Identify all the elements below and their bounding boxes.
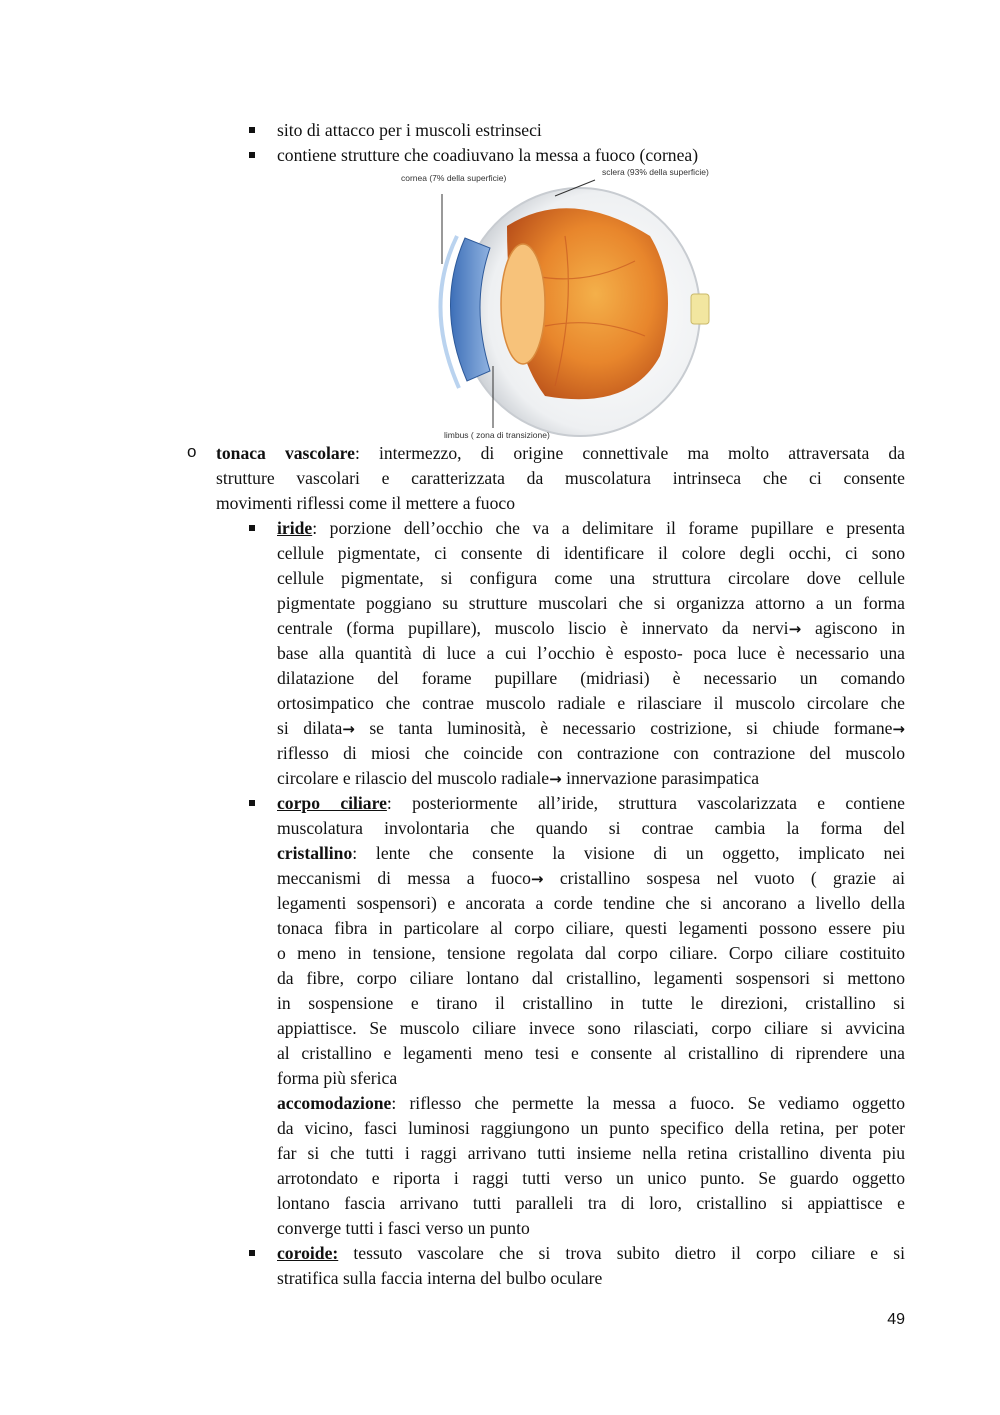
circle-bullet: o	[187, 442, 197, 461]
corpo-line: appiattisce. Se muscolo ciliare invece sono rilasciati, corpo ciliare si avvicina	[277, 1018, 905, 1038]
corpo-line: o meno in tensione, tensione regolata dal corpo ciliare. Corpo ciliare costituito	[277, 943, 905, 963]
corpo-line: meccanismi di messa a fuoco→ cristallino sospesa nel vuoto ( grazie ai	[277, 868, 906, 888]
accomodazione-line: lontano fascia arrivano tutti paralleli tra di loro, cristallino si appiattisce e	[277, 1193, 905, 1213]
iride-line: centrale (forma pupillare), muscolo liscio è innervato da nervi→ agiscono in	[277, 618, 905, 638]
tonaca-line-2: strutture vascolari e caratterizzata da muscolatura intrinseca che ci consente	[216, 468, 905, 488]
corpo-line: tonaca fibra in particolare al corpo ciliare, questi legamenti possono essere piu	[277, 918, 905, 938]
bullet-text: sito di attacco per i muscoli estrinseci	[277, 120, 542, 140]
accomodazione-line: arrotondato e riporta i raggi tutti verso un unico punto. Se guardo oggetto	[277, 1168, 905, 1188]
label-cornea: cornea (7% della superficie)	[401, 173, 507, 183]
tonaca-line-1: tonaca vascolare: intermezzo, di origine connettivale ma molto attraversata da	[216, 443, 905, 463]
corpo-line: in sospensione e tirano il cristallino in tutte le direzioni, cristallino si	[277, 993, 905, 1013]
arrow-icon: →	[530, 870, 544, 888]
coroide-line: coroide: tessuto vascolare che si trova subito dietro il corpo ciliare e si	[277, 1243, 905, 1263]
iride-line: ortosimpatico che contrae muscolo radiale e rilasciare il muscolo circolare che	[277, 693, 905, 713]
iride-line: iride: porzione dell’occhio che va a delimitare il forame pupillare e presenta	[277, 518, 905, 538]
accomodazione-line: far si che tutti i raggi arrivano tutti insieme nella retina cristallino diventa piu	[277, 1143, 905, 1163]
label-limbus: limbus ( zona di transizione)	[444, 430, 550, 440]
corpo-line: legamenti sospensori) e ancorata a corde tendine che si ancorano a livello della	[277, 893, 905, 913]
iride-line: riflesso di miosi che coincide con contrazione con contrazione del muscolo	[277, 743, 905, 763]
corpo-line: forma più sferica	[277, 1068, 398, 1088]
accomodazione-line: accomodazione: riflesso che permette la messa a fuoco. Se vediamo oggetto	[277, 1093, 905, 1113]
page-number: 49	[887, 1311, 905, 1328]
corpo-line: muscolatura involontaria che quando si contrae cambia la forma del	[277, 818, 905, 838]
arrow-icon: →	[549, 770, 562, 788]
iride-line: cellule pigmentate, ci consente di identificare il colore degli occhi, ci sono	[277, 543, 905, 563]
term-coroide: coroide:	[277, 1243, 339, 1263]
bullet-marker	[249, 525, 255, 531]
term-tonaca-vascolare: tonaca vascolare	[216, 443, 355, 463]
bullet-marker	[249, 152, 255, 158]
term-corpo-ciliare: corpo ciliare	[277, 793, 387, 813]
corpo-line: da fibre, corpo ciliare lontano dal cristallino, legamenti sospensori si mettono	[277, 968, 905, 988]
term-accomodazione: accomodazione	[277, 1093, 392, 1113]
eye-anatomy-figure	[395, 166, 725, 438]
iride-line: base alla quantità di luce a cui l’occhio è esposto- poca luce è necessario una	[277, 643, 905, 663]
iride-line: dilatazione del forame pupillare (midriasi) è necessario un comando	[277, 668, 905, 688]
iride-line: pigmentate poggiano su strutture muscolari che si organizza attorno a un forma	[277, 593, 905, 613]
corpo-line: cristallino: lente che consente la visione di un oggetto, implicato nei	[277, 843, 905, 863]
arrow-icon: →	[788, 620, 802, 638]
bullet-marker	[249, 127, 255, 133]
label-sclera: sclera (93% della superficie)	[602, 167, 709, 177]
corpo-line: corpo ciliare: posteriormente all’iride, struttura vascolarizzata e contiene	[277, 793, 905, 813]
arrow-icon: →	[892, 720, 905, 738]
accomodazione-line: converge tutti i fasci verso un punto	[277, 1218, 530, 1238]
iride-line: cellule pigmentate, si configura come una struttura circolare dove cellule	[277, 568, 905, 588]
tonaca-line-3: movimenti riflessi come il mettere a fuoco	[216, 493, 515, 513]
corpo-line: al cristallino e legamenti meno tesi e consente al cristallino di riprendere una	[277, 1043, 905, 1063]
bullet-marker	[249, 1250, 255, 1256]
eye-illustration	[395, 166, 725, 438]
bullet-text: contiene strutture che coadiuvano la messa a fuoco (cornea)	[277, 145, 699, 165]
iride-line: circolare e rilascio del muscolo radiale→ innervazione parasimpatica	[277, 768, 760, 788]
term-cristallino: cristallino	[277, 843, 353, 863]
accomodazione-line: da vicino, fasci luminosi raggiungono un punto specifico della retina, per poter	[277, 1118, 905, 1138]
coroide-line: stratifica sulla faccia interna del bulbo oculare	[277, 1268, 603, 1288]
iride-line: si dilata→ se tanta luminosità, è necessario costrizione, si chiude formane→	[277, 718, 905, 738]
arrow-icon: →	[342, 720, 355, 738]
term-iride: iride	[277, 518, 313, 538]
bullet-marker	[249, 800, 255, 806]
